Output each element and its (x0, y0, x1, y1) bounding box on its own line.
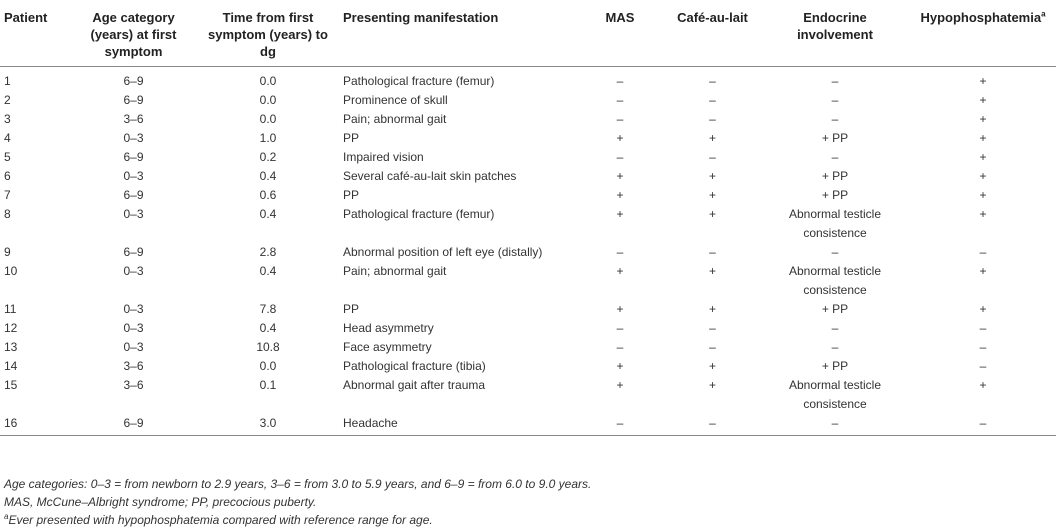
cell-patient (0, 129, 70, 148)
footnote-text: Ever presented with hypophosphatemia compared with reference range for age. (8, 513, 433, 527)
cell-hypo-text: – (979, 245, 987, 259)
cell-time-text: 10.8 (256, 340, 280, 354)
cell-mas (575, 376, 665, 414)
table-row (0, 110, 1056, 129)
cell-time (197, 167, 339, 186)
cell-hypo-text: + (979, 112, 987, 126)
cell-cafe (665, 319, 760, 338)
table-notes (4, 475, 591, 529)
cell-endocrine-text: – (831, 416, 839, 430)
cell-patient-text: 9 (4, 245, 11, 259)
cell-hypo-text: + (979, 150, 987, 164)
cell-hypo (910, 91, 1056, 110)
cell-cafe-text: – (709, 321, 716, 335)
cell-manifestation-text: Face asymmetry (343, 340, 432, 354)
cell-time-text: 0.0 (259, 359, 277, 373)
cell-time (197, 414, 339, 436)
cell-age-text: 0–3 (123, 207, 144, 221)
note-footnote (4, 511, 591, 529)
cell-patient (0, 91, 70, 110)
cell-endocrine (760, 91, 910, 110)
cell-age (70, 148, 197, 167)
cell-patient (0, 243, 70, 262)
table-row (0, 357, 1056, 376)
cell-hypo (910, 414, 1056, 436)
cell-manifestation (339, 357, 575, 376)
cell-manifestation (339, 148, 575, 167)
cell-hypo-text: – (979, 321, 987, 335)
cell-age-text: 3–6 (123, 378, 144, 392)
cell-endocrine (760, 243, 910, 262)
table-row (0, 205, 1056, 243)
cell-time-text: 0.0 (259, 112, 277, 126)
cell-hypo-text: + (979, 169, 987, 183)
cell-patient-text: 11 (4, 302, 17, 316)
cell-endocrine (760, 148, 910, 167)
cell-patient-text: 12 (4, 321, 18, 335)
cell-patient-text: 15 (4, 378, 18, 392)
cell-cafe (665, 167, 760, 186)
cell-cafe-text: + (708, 302, 716, 316)
cell-patient-text: 7 (4, 188, 11, 202)
cell-hypo (910, 300, 1056, 319)
cell-patient (0, 300, 70, 319)
cell-cafe-text: + (708, 264, 716, 278)
cell-time-text: 2.8 (259, 245, 277, 259)
cell-time (197, 205, 339, 243)
cell-manifestation-text: Impaired vision (343, 150, 424, 164)
header-manifestation: Presenting manifestation (343, 10, 499, 25)
cell-time (197, 110, 339, 129)
cell-patient-text: 6 (4, 169, 11, 183)
cell-manifestation (339, 129, 575, 148)
cell-endocrine-text: – (831, 245, 839, 259)
cell-patient-text: 1 (4, 74, 11, 88)
cell-mas-text: + (616, 302, 624, 316)
cell-cafe (665, 110, 760, 129)
cell-patient-text: 10 (4, 264, 18, 278)
cell-mas (575, 319, 665, 338)
cell-manifestation-text: Several café-au-lait skin patches (343, 169, 517, 183)
cell-manifestation-text: Abnormal position of left eye (distally) (343, 245, 543, 259)
table-body (0, 67, 1056, 436)
header-time: Time from first symptom (years) to dg (208, 10, 328, 59)
cell-endocrine-text: – (831, 150, 839, 164)
cell-mas (575, 129, 665, 148)
cell-age-text: 6–9 (123, 416, 144, 430)
cell-hypo-text: + (979, 378, 987, 392)
cell-age-text: 0–3 (123, 302, 144, 316)
cell-age-text: 0–3 (123, 131, 144, 145)
cell-cafe-text: – (709, 416, 716, 430)
cell-age (70, 376, 197, 414)
cell-mas-text: + (616, 359, 624, 373)
cell-cafe (665, 205, 760, 243)
cell-manifestation (339, 376, 575, 414)
cell-age (70, 67, 197, 92)
cell-time-text: 0.2 (259, 150, 277, 164)
cell-cafe-text: + (708, 207, 716, 221)
cell-manifestation (339, 338, 575, 357)
cell-manifestation (339, 243, 575, 262)
cell-manifestation-text: PP (343, 302, 360, 316)
cell-age-text: 0–3 (123, 321, 144, 335)
cell-time-text: 0.6 (259, 188, 277, 202)
cell-endocrine-text: – (831, 93, 839, 107)
table-row (0, 91, 1056, 110)
cell-manifestation-text: Pain; abnormal gait (343, 112, 447, 126)
cell-hypo (910, 205, 1056, 243)
cell-endocrine-text: + PP (821, 169, 849, 183)
cell-endocrine-text: Abnormal testicle (788, 264, 882, 278)
cell-endocrine (760, 110, 910, 129)
table-row (0, 376, 1056, 414)
cell-hypo-text: + (979, 74, 987, 88)
cell-hypo-text: + (979, 188, 987, 202)
cell-hypo-text: – (979, 416, 987, 430)
table-row (0, 148, 1056, 167)
cell-cafe (665, 262, 760, 300)
patient-table (0, 3, 1056, 436)
cell-mas-text: + (616, 131, 624, 145)
cell-mas-text: – (616, 112, 624, 126)
cell-age (70, 129, 197, 148)
cell-endocrine-text: + PP (821, 302, 849, 316)
cell-endocrine-text: + PP (821, 188, 849, 202)
cell-cafe-text: + (708, 188, 716, 202)
cell-hypo (910, 262, 1056, 300)
cell-manifestation-text: Headache (343, 416, 398, 430)
cell-mas-text: – (616, 93, 624, 107)
cell-cafe-text: – (709, 340, 716, 354)
cell-mas-text: – (616, 245, 624, 259)
header-hypo-footnote-mark: a (1041, 9, 1046, 19)
cell-endocrine (760, 262, 910, 300)
cell-mas-text: + (616, 207, 624, 221)
cell-mas (575, 91, 665, 110)
cell-age (70, 262, 197, 300)
table-row (0, 338, 1056, 357)
cell-endocrine (760, 319, 910, 338)
cell-patient (0, 67, 70, 92)
cell-age (70, 414, 197, 436)
cell-time (197, 357, 339, 376)
cell-mas (575, 148, 665, 167)
cell-cafe-text: + (708, 378, 716, 392)
cell-age (70, 186, 197, 205)
cell-age-text: 6–9 (123, 150, 144, 164)
cell-time (197, 67, 339, 92)
cell-manifestation (339, 414, 575, 436)
cell-endocrine (760, 129, 910, 148)
cell-hypo (910, 67, 1056, 92)
cell-time (197, 319, 339, 338)
cell-time (197, 300, 339, 319)
cell-patient (0, 205, 70, 243)
cell-endocrine (760, 67, 910, 92)
cell-mas-text: – (616, 321, 624, 335)
cell-manifestation (339, 110, 575, 129)
cell-time (197, 148, 339, 167)
table-row (0, 186, 1056, 205)
cell-manifestation (339, 67, 575, 92)
cell-age (70, 243, 197, 262)
cell-hypo (910, 129, 1056, 148)
cell-time (197, 338, 339, 357)
cell-patient-text: 2 (4, 93, 11, 107)
cell-patient (0, 186, 70, 205)
cell-cafe (665, 129, 760, 148)
cell-manifestation-text: PP (343, 131, 360, 145)
cell-mas (575, 243, 665, 262)
cell-endocrine (760, 186, 910, 205)
table-row (0, 414, 1056, 436)
cell-cafe-text: + (708, 131, 716, 145)
cell-time-text: 7.8 (259, 302, 277, 316)
cell-patient-text: 4 (4, 131, 11, 145)
cell-hypo (910, 319, 1056, 338)
cell-time (197, 186, 339, 205)
cell-patient (0, 414, 70, 436)
cell-mas-text: + (616, 264, 624, 278)
cell-age (70, 319, 197, 338)
cell-cafe-text: – (709, 112, 716, 126)
cell-mas (575, 110, 665, 129)
cell-manifestation (339, 186, 575, 205)
cell-manifestation (339, 91, 575, 110)
cell-endocrine-text-line2: consistence (803, 226, 867, 240)
cell-mas (575, 205, 665, 243)
cell-patient (0, 319, 70, 338)
cell-manifestation-text: PP (343, 188, 360, 202)
cell-patient-text: 13 (4, 340, 18, 354)
cell-manifestation (339, 205, 575, 243)
cell-manifestation-text: Prominence of skull (343, 93, 448, 107)
cell-cafe-text: + (708, 169, 716, 183)
cell-patient (0, 357, 70, 376)
cell-endocrine-text: – (831, 112, 839, 126)
cell-time-text: 0.0 (259, 74, 277, 88)
cell-time (197, 262, 339, 300)
cell-patient-text: 5 (4, 150, 11, 164)
cell-age (70, 91, 197, 110)
header-mas: MAS (605, 10, 635, 25)
cell-age-text: 0–3 (123, 264, 144, 278)
cell-manifestation (339, 319, 575, 338)
cell-cafe-text: – (709, 150, 716, 164)
cell-hypo (910, 110, 1056, 129)
cell-mas (575, 167, 665, 186)
cell-patient (0, 376, 70, 414)
header-patient: Patient (4, 10, 48, 25)
cell-age-text: 6–9 (123, 74, 144, 88)
cell-endocrine (760, 300, 910, 319)
cell-mas (575, 414, 665, 436)
cell-hypo-text: + (979, 264, 987, 278)
cell-manifestation-text: Head asymmetry (343, 321, 434, 335)
cell-patient (0, 338, 70, 357)
cell-age (70, 167, 197, 186)
cell-hypo-text: + (979, 207, 987, 221)
cell-mas-text: + (616, 378, 624, 392)
cell-endocrine (760, 338, 910, 357)
cell-hypo-text: + (979, 302, 987, 316)
cell-cafe-text: – (709, 74, 716, 88)
cell-mas-text: + (616, 169, 624, 183)
cell-age-text: 0–3 (123, 340, 144, 354)
cell-endocrine-text: + PP (821, 131, 849, 145)
header-hypo (910, 3, 1056, 67)
cell-time-text: 1.0 (259, 131, 277, 145)
cell-hypo (910, 243, 1056, 262)
cell-time-text: 0.0 (259, 93, 277, 107)
cell-hypo (910, 376, 1056, 414)
cell-manifestation (339, 300, 575, 319)
table-row (0, 319, 1056, 338)
cell-cafe (665, 148, 760, 167)
cell-mas (575, 262, 665, 300)
cell-time (197, 91, 339, 110)
cell-manifestation (339, 167, 575, 186)
cell-patient (0, 148, 70, 167)
cell-endocrine (760, 167, 910, 186)
cell-hypo-text: – (979, 340, 987, 354)
cell-mas (575, 67, 665, 92)
cell-endocrine (760, 357, 910, 376)
cell-time-text: 0.4 (259, 264, 277, 278)
cell-time (197, 129, 339, 148)
cell-cafe (665, 338, 760, 357)
cell-endocrine-text: – (831, 321, 839, 335)
cell-cafe (665, 357, 760, 376)
cell-mas (575, 186, 665, 205)
cell-patient-text: 14 (4, 359, 18, 373)
cell-age (70, 110, 197, 129)
cell-cafe (665, 414, 760, 436)
cell-patient (0, 167, 70, 186)
cell-endocrine-text: – (831, 74, 839, 88)
cell-endocrine (760, 205, 910, 243)
cell-time-text: 0.4 (259, 321, 277, 335)
note-abbreviations: MAS, McCune–Albright syndrome; PP, precocious puberty. (4, 495, 317, 509)
cell-cafe (665, 186, 760, 205)
cell-hypo (910, 338, 1056, 357)
cell-time (197, 243, 339, 262)
cell-manifestation-text: Pathological fracture (tibia) (343, 359, 486, 373)
cell-manifestation-text: Pathological fracture (femur) (343, 74, 495, 88)
cell-hypo (910, 167, 1056, 186)
cell-manifestation-text: Pain; abnormal gait (343, 264, 447, 278)
cell-endocrine-text-line2: consistence (803, 283, 867, 297)
cell-endocrine (760, 414, 910, 436)
cell-endocrine-text: Abnormal testicle (788, 207, 882, 221)
cell-hypo-text: – (979, 359, 987, 373)
header-cafe: Café-au-lait (677, 10, 748, 25)
header-age: Age category (years) at first symptom (90, 10, 177, 59)
header-row (0, 3, 1056, 67)
table-row (0, 243, 1056, 262)
cell-cafe (665, 300, 760, 319)
cell-mas-text: – (616, 340, 624, 354)
cell-mas (575, 300, 665, 319)
cell-endocrine (760, 376, 910, 414)
cell-age (70, 300, 197, 319)
table-row (0, 129, 1056, 148)
cell-hypo-text: + (979, 93, 987, 107)
cell-mas-text: – (616, 150, 624, 164)
cell-manifestation-text: Abnormal gait after trauma (343, 378, 486, 392)
cell-age-text: 6–9 (123, 245, 144, 259)
cell-time-text: 0.1 (259, 378, 277, 392)
cell-age-text: 6–9 (123, 188, 144, 202)
cell-hypo (910, 357, 1056, 376)
cell-manifestation-text: Pathological fracture (femur) (343, 207, 495, 221)
cell-age-text: 6–9 (123, 93, 144, 107)
cell-age-text: 0–3 (123, 169, 144, 183)
cell-age (70, 205, 197, 243)
cell-cafe (665, 243, 760, 262)
cell-cafe (665, 91, 760, 110)
cell-time-text: 0.4 (259, 169, 277, 183)
cell-age-text: 3–6 (123, 359, 144, 373)
cell-age (70, 357, 197, 376)
cell-cafe-text: – (709, 93, 716, 107)
table-row (0, 300, 1056, 319)
cell-patient-text: 3 (4, 112, 11, 126)
header-endocrine: Endocrine involvement (797, 10, 873, 42)
header-hypo-label: Hypophosphatemia (920, 10, 1042, 25)
table-row (0, 67, 1056, 92)
cell-manifestation (339, 262, 575, 300)
table-row (0, 167, 1056, 186)
footnote-mark: a (4, 512, 9, 521)
cell-patient-text: 16 (4, 416, 18, 430)
cell-time-text: 0.4 (259, 207, 277, 221)
cell-age-text: 3–6 (123, 112, 144, 126)
cell-mas-text: – (616, 416, 624, 430)
cell-patient (0, 110, 70, 129)
cell-endocrine-text: Abnormal testicle (788, 378, 882, 392)
cell-mas-text: + (616, 188, 624, 202)
cell-time-text: 3.0 (259, 416, 277, 430)
cell-hypo-text: + (979, 131, 987, 145)
cell-patient (0, 262, 70, 300)
cell-endocrine-text-line2: consistence (803, 397, 867, 411)
cell-hypo (910, 186, 1056, 205)
cell-cafe (665, 67, 760, 92)
cell-cafe (665, 376, 760, 414)
cell-patient-text: 8 (4, 207, 11, 221)
cell-hypo (910, 148, 1056, 167)
table-row (0, 262, 1056, 300)
cell-endocrine-text: + PP (821, 359, 849, 373)
cell-time (197, 376, 339, 414)
cell-endocrine-text: – (831, 340, 839, 354)
cell-cafe-text: + (708, 359, 716, 373)
cell-mas-text: – (616, 74, 624, 88)
cell-cafe-text: – (709, 245, 716, 259)
note-age-categories: Age categories: 0–3 = from newborn to 2.9 years, 3–6 = from 3.0 to 5.9 years, and 6–9 = from 6.0 to 9.0 years. (4, 477, 592, 491)
cell-mas (575, 338, 665, 357)
cell-age (70, 338, 197, 357)
cell-mas (575, 357, 665, 376)
